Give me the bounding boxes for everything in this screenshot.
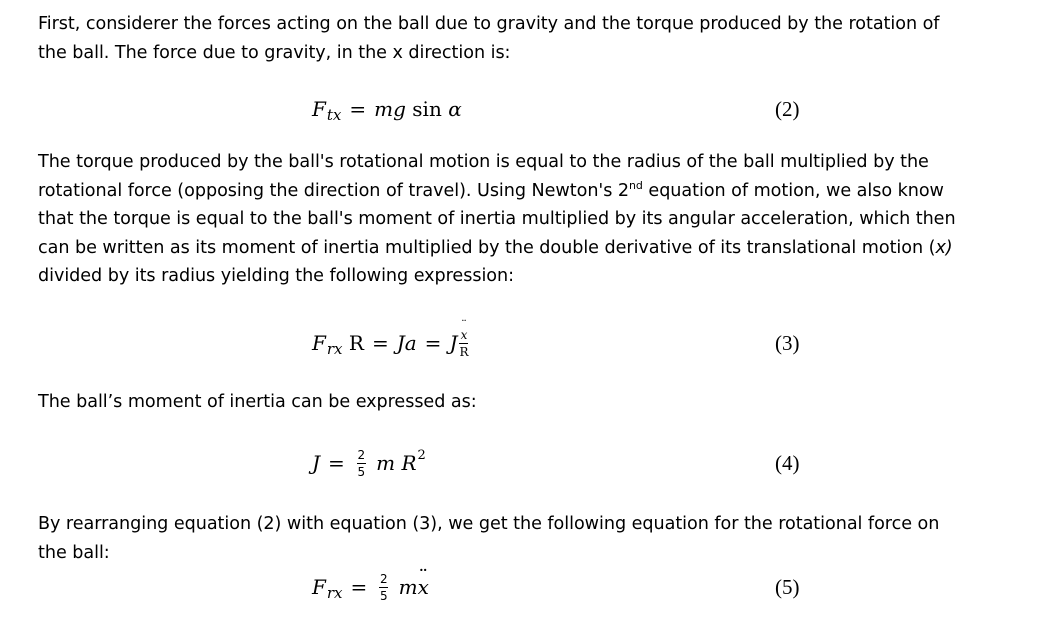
equation-3-number: (3) [775, 330, 800, 355]
eq2-alpha: α [448, 97, 462, 121]
eq3-radius: R [348, 331, 364, 355]
equation-3-expression [312, 321, 473, 365]
equation-5-expression [312, 565, 429, 609]
eq3-equals-2: = [424, 331, 442, 355]
eq3-equals-1: = [371, 331, 389, 355]
eq5-frac-numerator: 2 [379, 571, 388, 586]
fraction-bar [357, 463, 366, 464]
equation-4-expression [312, 441, 426, 485]
paragraph-line: that the torque is equal to the ball's moment of inertia multiplied by its angular acceleration, which then [38, 209, 956, 230]
paragraph-line: The ball’s moment of inertia can be expressed as: [38, 392, 477, 412]
eq4-equals: = [328, 451, 345, 475]
eq4-mass: m [376, 451, 396, 475]
paragraph-line: the ball: [38, 542, 110, 563]
italic-variable: x) [935, 237, 953, 258]
eq2-equals: = [349, 97, 367, 121]
eq4-radius: R [401, 451, 417, 475]
equation-2-number: (2) [775, 96, 800, 121]
eq5-equals: = [350, 575, 368, 599]
equation-4-number: (4) [775, 450, 800, 475]
equation-2 [0, 87, 1050, 131]
eq3-frac-numerator: x ¨ [461, 329, 468, 341]
eq3-frac-denominator: R [459, 344, 469, 359]
fraction-bar [459, 343, 468, 344]
eq5-x-double-dot: x ¨ [418, 575, 429, 599]
paragraph-text: can be written as its moment of inertia multiplied by the double derivative of its translational motion ( [38, 237, 936, 258]
paragraph-line [38, 177, 1038, 206]
paragraph-line: the ball. The force due to gravity, in the x direction is: [38, 42, 511, 63]
eq5-fraction [379, 573, 388, 602]
equation-2-expression [312, 87, 462, 131]
paragraph-line: divided by its radius yielding the following expression: [38, 266, 514, 287]
eq3-inertia: J [449, 331, 458, 355]
eq4-frac-numerator: 2 [357, 447, 366, 462]
eq2-sin: sin [412, 97, 442, 121]
equation-4 [0, 441, 1050, 485]
eq2-force-symbol: F [312, 97, 326, 121]
eq5-frac-denominator: 5 [379, 588, 388, 603]
eq4-exponent: 2 [417, 447, 426, 463]
eq3-force-subscript: rx [326, 340, 343, 358]
ordinal-superscript: nd [629, 178, 643, 192]
paragraph-text: rotational force (opposing the direction of travel). Using Newton's 2 [38, 180, 630, 201]
paragraph-line: The torque produced by the ball's rotational motion is equal to the radius of the ball multiplied by the [38, 152, 929, 172]
equation-5-number: (5) [775, 574, 800, 599]
paragraph-line [38, 234, 1038, 263]
paragraph-line: First, considerer the forces acting on the ball due to gravity and the torque produced by the rotation of [38, 14, 940, 34]
eq5-mass: m [398, 575, 418, 599]
eq3-inertia-accel: Ja [396, 331, 417, 355]
eq4-frac-denominator: 5 [357, 464, 366, 479]
eq5-force-symbol: F [312, 575, 326, 599]
eq2-force-subscript: tx [326, 106, 342, 124]
paragraph-text: equation of motion, we also know [642, 180, 944, 201]
paragraph-line: By rearranging equation (2) with equation (3), we get the following equation for the rotational force on [38, 514, 940, 534]
fraction-bar [379, 587, 388, 588]
paragraph-rearranging [38, 510, 1038, 567]
eq3-force-symbol: F [312, 331, 326, 355]
equation-5 [0, 565, 1050, 609]
eq3-fraction [459, 329, 468, 358]
eq4-inertia: J [312, 451, 321, 475]
equation-3 [0, 321, 1050, 365]
eq2-mass: m [374, 97, 394, 121]
paragraph-inertia [38, 388, 1038, 417]
paragraph-torque [38, 148, 1038, 291]
eq4-fraction [357, 449, 366, 478]
eq5-force-subscript: rx [326, 584, 343, 602]
eq2-gravity: g [393, 97, 406, 121]
paragraph-gravity-intro [38, 10, 1038, 67]
